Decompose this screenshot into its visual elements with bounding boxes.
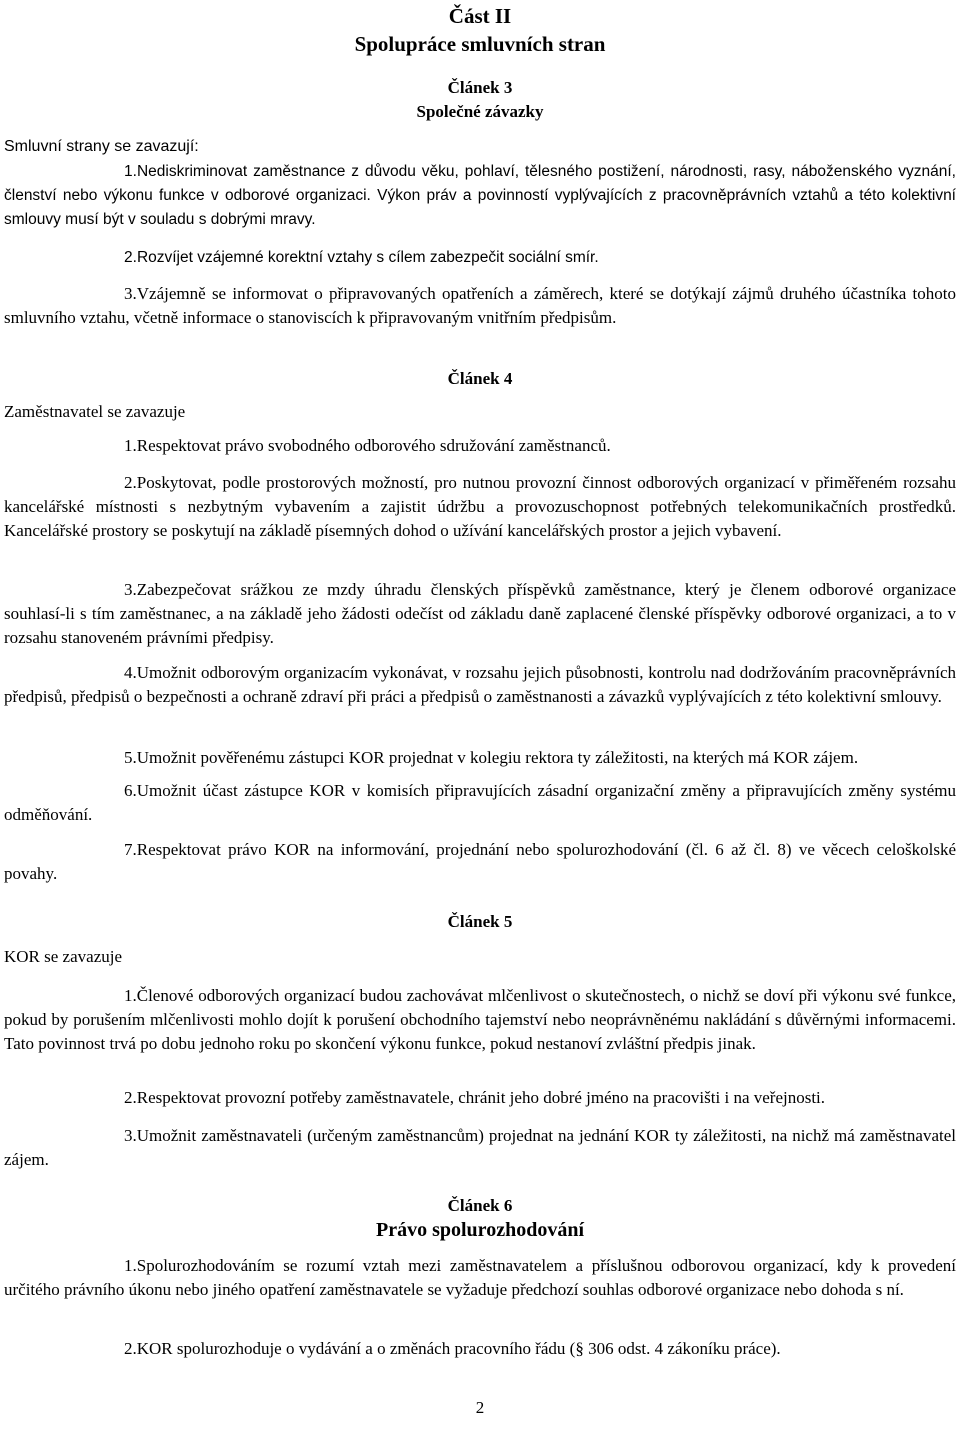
article4-item-7: 7.Respektovat právo KOR na informování, projednání nebo spolurozhodování (čl. 6 až čl. 8) ve věcech celoškolské povahy. — [4, 840, 956, 883]
article6-title: Článek 6 — [447, 1196, 513, 1215]
article4-item-5: 5.Umožnit pověřenému zástupci KOR projednat v kolegiu rektora ty záležitosti, na kterých má KOR zájem. — [124, 748, 859, 767]
article3-item-3: 3.Vzájemně se informovat o připravovaných opatřeních a záměrech, které se dotýkají zájmů druhého účastníka tohoto smluvního vztahu, včetně informace o stanoviscích k připravovaným vnitřním předpisům. — [4, 284, 956, 327]
article3-intro: Smluvní strany se zavazují: — [4, 138, 199, 155]
part-subtitle: Spolupráce smluvních stran — [354, 32, 606, 56]
article5-item-3: 3.Umožnit zaměstnavateli (určeným zaměstnancům) projednat na jednání KOR ty záležitosti, na nichž má zaměstnavatel zájem. — [4, 1126, 956, 1169]
article3-item-2: 2.Rozvíjet vzájemné korektní vztahy s cílem zabezpečit sociální smír. — [124, 249, 599, 266]
article6-subtitle: Právo spolurozhodování — [376, 1219, 584, 1241]
page-number: 2 — [475, 1398, 485, 1417]
article4-item-3: 3.Zabezpečovat srážkou ze mzdy úhradu členských příspěvků zaměstnance, který je členem odborové organizace souhlasí-li s tím zaměstnanec, a na základě jeho žádosti odečíst od základu daně zaplacené členské příspěvky odborové organizaci, a to v rozsahu stanoveném právními předpisy. — [4, 580, 956, 647]
article5-title: Článek 5 — [447, 912, 513, 931]
article3-title: Článek 3 — [447, 78, 513, 97]
article4-intro: Zaměstnavatel se zavazuje — [4, 402, 186, 421]
part-title: Část II — [448, 4, 512, 28]
article4-item-4: 4.Umožnit odborovým organizacím vykonávat, v rozsahu jejich působnosti, kontrolu nad dodržováním pracovněprávních předpisů, předpisů o bezpečnosti a ochraně zdraví při práci a předpisů o zaměstnanosti a závazků vyplývajících z této kolektivní smlouvy. — [4, 663, 956, 706]
article4-item-2: 2.Poskytovat, podle prostorových možností, pro nutnou provozní činnost odborových organizací v přiměřeném rozsahu kancelářské místnosti s nezbytným vybavením a zajistit údržbu a provozuschopnost potřebných telekomunikačních prostředků. Kancelářské prostory se poskytují na základě písemných dohod o užívání kancelářských prostor a jejich vybavení. — [4, 473, 956, 540]
article4-item-6: 6.Umožnit účast zástupce KOR v komisích připravujících zásadní organizační změny a připravujících změny systému odměňování. — [4, 781, 956, 824]
article5-intro: KOR se zavazuje — [4, 947, 123, 966]
article3-subtitle: Společné závazky — [416, 102, 544, 121]
article5-item-2: 2.Respektovat provozní potřeby zaměstnavatele, chránit jeho dobré jméno na pracovišti i na veřejnosti. — [124, 1088, 826, 1107]
article3-item-1: 1.Nediskriminovat zaměstnance z důvodu věku, pohlaví, tělesného postižení, národnosti, rasy, náboženského vyznání, členství nebo výkonu funkce v odborové organizaci. Výkon práv a povinností vyplývajících z pracovněprávních vztahů a této kolektivní smlouvy musí být v souladu s dobrými mravy. — [4, 163, 956, 228]
article4-title: Článek 4 — [447, 369, 513, 388]
article6-item-2: 2.KOR spolurozhoduje o vydávání a o změnách pracovního řádu (§ 306 odst. 4 zákoníku práce). — [124, 1339, 781, 1358]
article4-item-1: 1.Respektovat právo svobodného odborového sdružování zaměstnanců. — [124, 436, 611, 455]
article6-item-1: 1.Spolurozhodováním se rozumí vztah mezi zaměstnavatelem a příslušnou odborovou organizací, kdy k provedení určitého právního úkonu nebo jiného opatření zaměstnavatele se vyžaduje předchozí souhlas odborové organizace nebo dohoda s ní. — [4, 1256, 956, 1299]
article5-item-1: 1.Členové odborových organizací budou zachovávat mlčenlivost o skutečnostech, o nichž se doví při výkonu své funkce, pokud by porušením mlčenlivosti mohlo dojít k porušení obchodního tajemství nebo neoprávněnému nakládání s důvěrnými informacemi. Tato povinnost trvá po dobu jednoho roku po skončení výkonu funkce, pokud nestanoví zvláštní předpis jinak. — [4, 986, 956, 1053]
